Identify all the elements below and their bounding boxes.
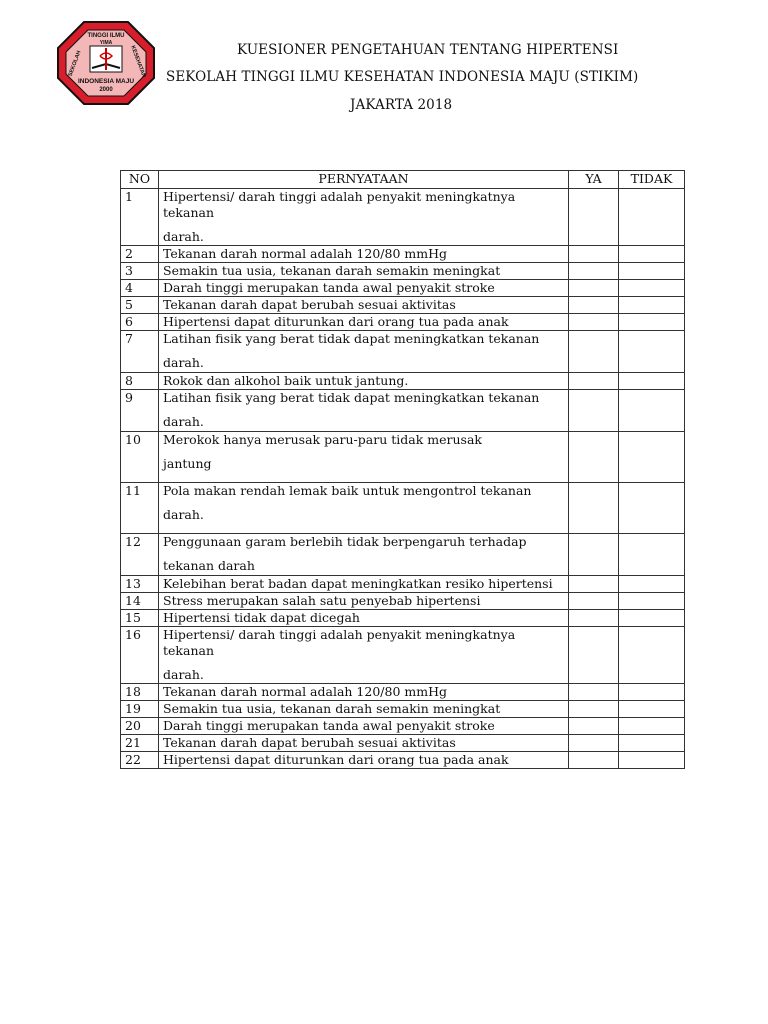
- table-row: [121, 534, 685, 576]
- header-statement: PERNYATAAN: [159, 171, 569, 189]
- row-number: 2: [121, 246, 159, 263]
- logo-center-text: YIMA: [99, 40, 113, 46]
- statement-line-2: darah.: [163, 355, 204, 370]
- table-body: [121, 189, 685, 769]
- row-statement: [159, 432, 569, 483]
- answer-no-cell[interactable]: [619, 297, 685, 314]
- answer-no-cell[interactable]: [619, 534, 685, 576]
- table-row: [121, 684, 685, 701]
- logo-bottom-text: INDONESIA MAJU: [77, 78, 135, 85]
- answer-yes-cell[interactable]: [569, 684, 619, 701]
- statement-line-1: Semakin tua usia, tekanan darah semakin meningkat: [163, 701, 501, 716]
- statement-line-2: tekanan darah: [163, 558, 255, 573]
- table-row: [121, 701, 685, 718]
- answer-yes-cell[interactable]: [569, 752, 619, 769]
- row-statement: [159, 246, 569, 263]
- questionnaire-table: [120, 170, 685, 769]
- answer-no-cell[interactable]: [619, 373, 685, 390]
- row-statement: [159, 263, 569, 280]
- table-row: [121, 263, 685, 280]
- row-number: 20: [121, 718, 159, 735]
- row-number: 21: [121, 735, 159, 752]
- row-statement: [159, 297, 569, 314]
- statement-line-1: Tekanan darah dapat berubah sesuai aktivitas: [163, 297, 456, 312]
- row-number: 16: [121, 627, 159, 684]
- answer-no-cell[interactable]: [619, 331, 685, 373]
- table-row: [121, 735, 685, 752]
- row-statement: [159, 483, 569, 534]
- table-row: [121, 593, 685, 610]
- statement-line-1: Pola makan rendah lemak baik untuk mengontrol tekanan: [163, 483, 532, 498]
- statement-line-1: Penggunaan garam berlebih tidak berpengaruh terhadap: [163, 534, 527, 549]
- row-statement: [159, 576, 569, 593]
- row-number: 3: [121, 263, 159, 280]
- header-yes: YA: [569, 171, 619, 189]
- logo-top-text: TINGGI ILMU: [87, 33, 125, 39]
- row-number: 19: [121, 701, 159, 718]
- row-number: 8: [121, 373, 159, 390]
- table-row: [121, 280, 685, 297]
- answer-yes-cell[interactable]: [569, 373, 619, 390]
- statement-line-1: Tekanan darah normal adalah 120/80 mmHg: [163, 684, 447, 699]
- answer-no-cell[interactable]: [619, 593, 685, 610]
- table-row: [121, 390, 685, 432]
- logo-year: 2000: [99, 87, 113, 93]
- table-row: [121, 627, 685, 684]
- answer-yes-cell[interactable]: [569, 627, 619, 684]
- answer-no-cell[interactable]: [619, 314, 685, 331]
- answer-yes-cell[interactable]: [569, 576, 619, 593]
- header-no: NO: [121, 171, 159, 189]
- answer-no-cell[interactable]: [619, 735, 685, 752]
- statement-line-1: Tekanan darah normal adalah 120/80 mmHg: [163, 246, 447, 261]
- row-statement: [159, 390, 569, 432]
- institution-logo: [56, 20, 156, 106]
- statement-line-2: darah.: [163, 414, 204, 429]
- answer-no-cell[interactable]: [619, 718, 685, 735]
- answer-yes-cell[interactable]: [569, 432, 619, 483]
- row-number: 4: [121, 280, 159, 297]
- answer-yes-cell[interactable]: [569, 718, 619, 735]
- answer-yes-cell[interactable]: [569, 610, 619, 627]
- row-number: 14: [121, 593, 159, 610]
- header-no-answer: TIDAK: [619, 171, 685, 189]
- answer-yes-cell[interactable]: [569, 593, 619, 610]
- table-row: [121, 576, 685, 593]
- answer-yes-cell[interactable]: [569, 701, 619, 718]
- logo-right-text: KESEHATAN: [129, 44, 147, 79]
- answer-no-cell[interactable]: [619, 280, 685, 297]
- row-number: 9: [121, 390, 159, 432]
- statement-line-1: Darah tinggi merupakan tanda awal penyakit stroke: [163, 280, 495, 295]
- row-number: 15: [121, 610, 159, 627]
- answer-no-cell[interactable]: [619, 263, 685, 280]
- statement-line-1: Hipertensi/ darah tinggi adalah penyakit meningkatnya tekanan: [163, 627, 516, 658]
- statement-line-1: Darah tinggi merupakan tanda awal penyakit stroke: [163, 718, 495, 733]
- answer-no-cell[interactable]: [619, 610, 685, 627]
- row-statement: [159, 752, 569, 769]
- table-row: [121, 246, 685, 263]
- statement-line-1: Hipertensi dapat diturunkan dari orang tua pada anak: [163, 314, 509, 329]
- answer-no-cell[interactable]: [619, 627, 685, 684]
- answer-yes-cell[interactable]: [569, 534, 619, 576]
- row-statement: [159, 534, 569, 576]
- answer-yes-cell[interactable]: [569, 280, 619, 297]
- answer-yes-cell[interactable]: [569, 246, 619, 263]
- row-statement: [159, 718, 569, 735]
- answer-yes-cell[interactable]: [569, 483, 619, 534]
- row-number: 22: [121, 752, 159, 769]
- row-statement: [159, 280, 569, 297]
- statement-line-1: Latihan fisik yang berat tidak dapat meningkatkan tekanan: [163, 390, 540, 405]
- statement-line-1: Stress merupakan salah satu penyebab hipertensi: [163, 593, 481, 608]
- answer-yes-cell[interactable]: [569, 735, 619, 752]
- row-statement: [159, 735, 569, 752]
- table-row: [121, 314, 685, 331]
- row-statement: [159, 627, 569, 684]
- answer-yes-cell[interactable]: [569, 390, 619, 432]
- row-statement: [159, 684, 569, 701]
- table-row: [121, 718, 685, 735]
- statement-line-2: darah.: [163, 229, 204, 244]
- row-number: 6: [121, 314, 159, 331]
- statement-line-1: Tekanan darah dapat berubah sesuai aktivitas: [163, 735, 456, 750]
- answer-no-cell[interactable]: [619, 483, 685, 534]
- answer-no-cell[interactable]: [619, 432, 685, 483]
- answer-yes-cell[interactable]: [569, 331, 619, 373]
- answer-no-cell[interactable]: [619, 189, 685, 246]
- statement-line-2: jantung: [163, 456, 212, 471]
- row-number: 11: [121, 483, 159, 534]
- row-number: 7: [121, 331, 159, 373]
- answer-no-cell[interactable]: [619, 684, 685, 701]
- statement-line-1: Latihan fisik yang berat tidak dapat meningkatkan tekanan: [163, 331, 540, 346]
- statement-line-1: Rokok dan alkohol baik untuk jantung.: [163, 373, 409, 388]
- table-row: [121, 297, 685, 314]
- statement-line-1: Merokok hanya merusak paru-paru tidak merusak: [163, 432, 482, 447]
- row-number: 10: [121, 432, 159, 483]
- statement-line-2: darah.: [163, 667, 204, 682]
- answer-yes-cell[interactable]: [569, 314, 619, 331]
- logo-left-text: SEKOLAH: [67, 49, 83, 78]
- table-header-row: [121, 171, 685, 189]
- row-number: 5: [121, 297, 159, 314]
- row-number: 18: [121, 684, 159, 701]
- answer-no-cell[interactable]: [619, 390, 685, 432]
- table-row: [121, 189, 685, 246]
- statement-line-1: Hipertensi tidak dapat dicegah: [163, 610, 360, 625]
- row-statement: [159, 314, 569, 331]
- location-year: JAKARTA 2018: [350, 97, 453, 113]
- answer-yes-cell[interactable]: [569, 263, 619, 280]
- table-row: [121, 610, 685, 627]
- answer-no-cell[interactable]: [619, 752, 685, 769]
- row-statement: [159, 610, 569, 627]
- table-row: [121, 373, 685, 390]
- answer-no-cell[interactable]: [619, 246, 685, 263]
- row-statement: [159, 189, 569, 246]
- row-statement: [159, 331, 569, 373]
- row-statement: [159, 701, 569, 718]
- row-statement: [159, 373, 569, 390]
- institution-name: SEKOLAH TINGGI ILMU KESEHATAN INDONESIA MAJU (STIKIM): [166, 69, 639, 85]
- table-row: [121, 483, 685, 534]
- statement-line-1: Kelebihan berat badan dapat meningkatkan resiko hipertensi: [163, 576, 553, 591]
- row-number: 13: [121, 576, 159, 593]
- row-number: 12: [121, 534, 159, 576]
- row-statement: [159, 593, 569, 610]
- table-row: [121, 331, 685, 373]
- answer-yes-cell[interactable]: [569, 189, 619, 246]
- statement-line-1: Hipertensi/ darah tinggi adalah penyakit meningkatnya tekanan: [163, 189, 516, 220]
- answer-yes-cell[interactable]: [569, 297, 619, 314]
- row-number: 1: [121, 189, 159, 246]
- answer-no-cell[interactable]: [619, 701, 685, 718]
- answer-no-cell[interactable]: [619, 576, 685, 593]
- table-row: [121, 752, 685, 769]
- table-row: [121, 432, 685, 483]
- statement-line-1: Hipertensi dapat diturunkan dari orang tua pada anak: [163, 752, 509, 767]
- statement-line-2: darah.: [163, 507, 204, 522]
- document-title: KUESIONER PENGETAHUAN TENTANG HIPERTENSI: [237, 42, 619, 58]
- statement-line-1: Semakin tua usia, tekanan darah semakin meningkat: [163, 263, 501, 278]
